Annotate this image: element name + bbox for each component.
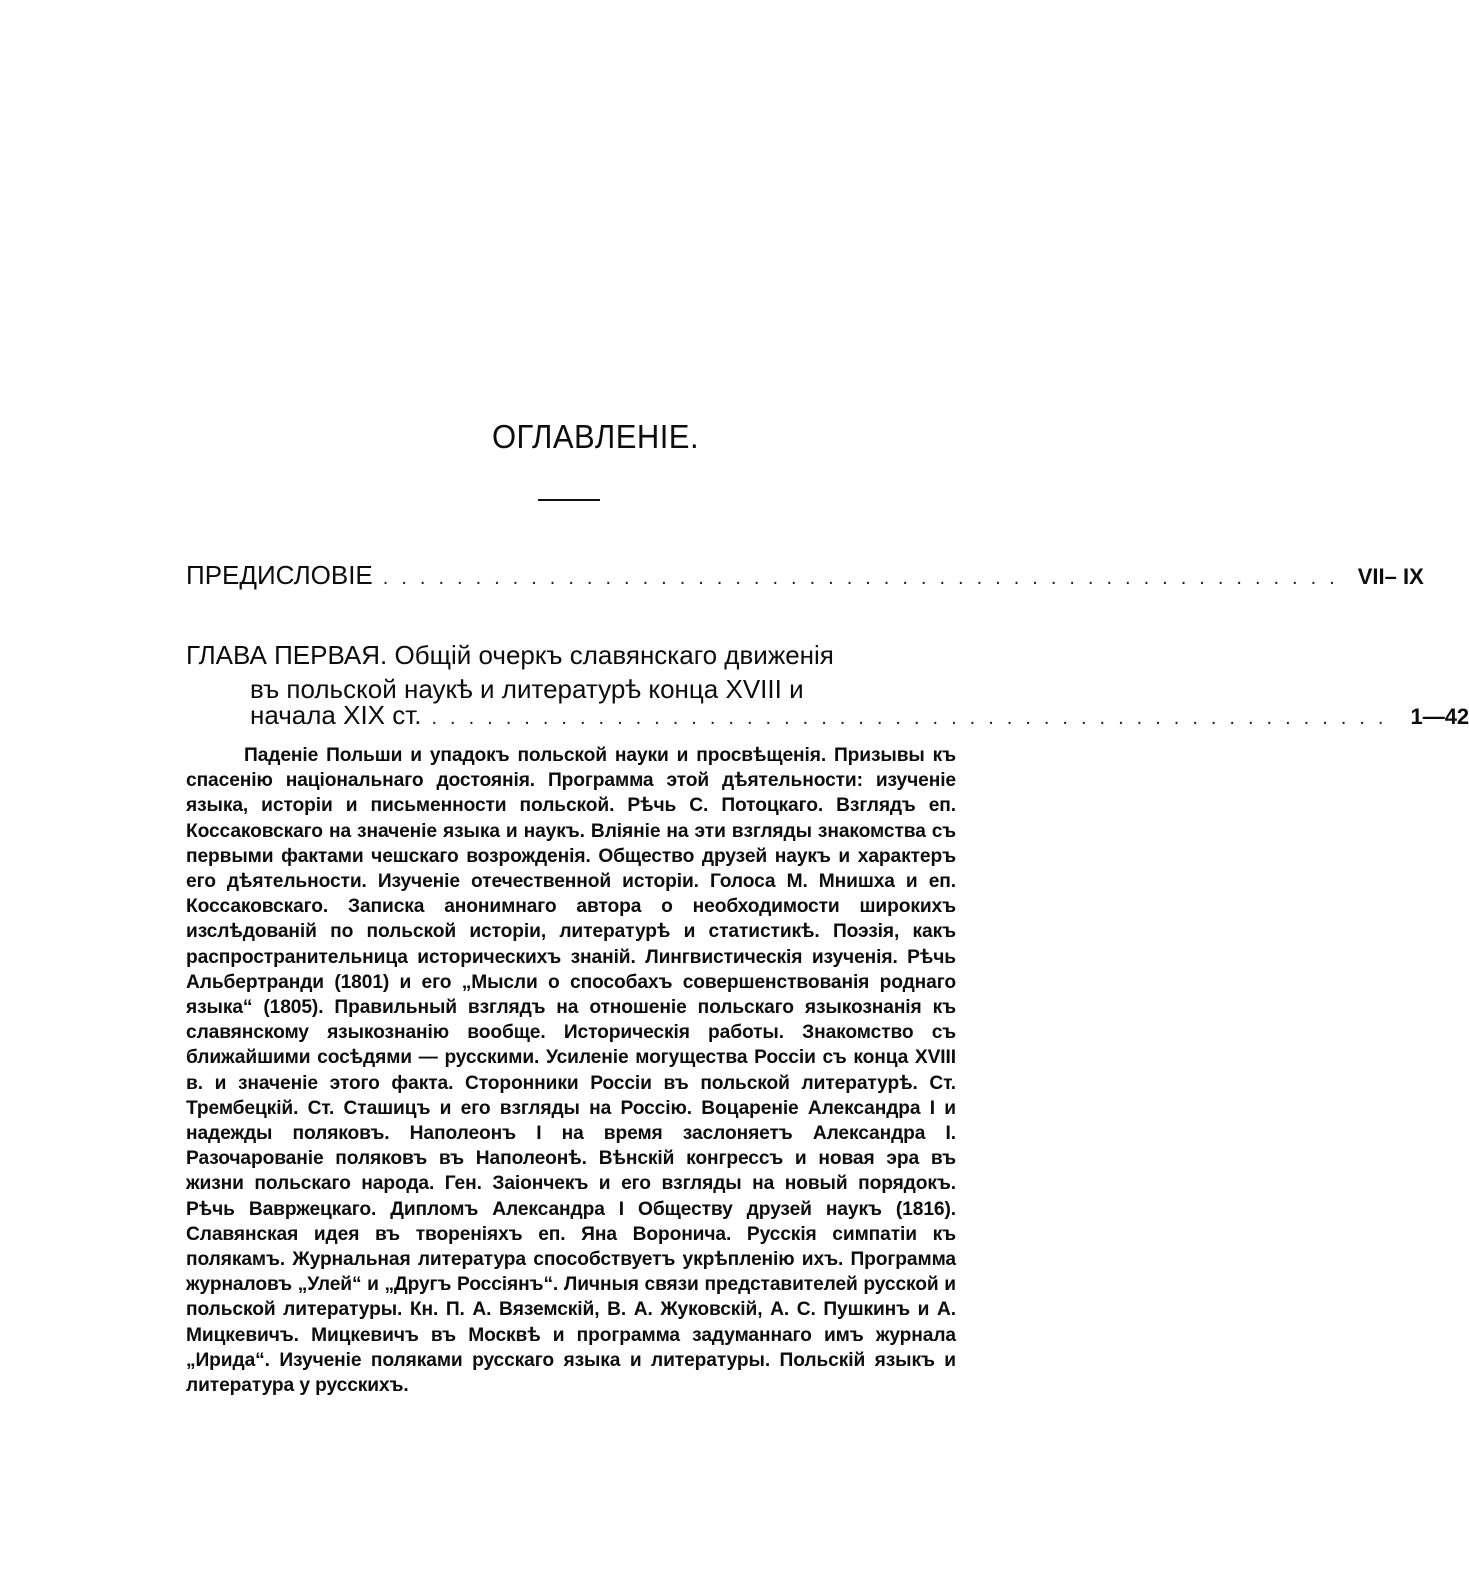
toc-page-range: VII– IX — [1357, 564, 1424, 589]
toc-entry-preface — [186, 560, 1424, 596]
toc-page-range: 1—42 — [1410, 704, 1469, 729]
toc-entry-label: ПРЕДИСЛОВІЕ — [186, 560, 373, 590]
dot-leader: .................................................... — [382, 567, 1348, 589]
toc-entry-chapter-1 — [186, 638, 956, 706]
dot-leader: .................................................... — [431, 707, 1397, 729]
chapter-heading-line-3: начала XIX ст. — [250, 700, 422, 730]
page-title: ОГЛАВЛЕНІЕ. — [491, 418, 700, 455]
chapter-summary: Паденіе Польши и упадокъ польской науки и просвѣщенія. Призывы къ спасенію національнаго достоянія. Программа этой дѣятельности: изученіе языка, исторіи и письменности польской. Рѣчь С. Потоцкаго. Взглядъ еп. Коссаковскаго на значеніе языка и наукъ. Вліяніе на эти взгляды знакомства съ первыми фактами чешскаго возрожденія. Общество друзей наукъ и характеръ его дѣятельности. Изученіе отечественной исторіи. Голоса М. Мнишха и еп. Коссаковскаго. Записка анонимнаго автора о необходимости широкихъ изслѣдованій по польской исторіи, литературѣ и статистикѣ. Поэзія, какъ распространительница историческихъ знаній. Лингвистическія изученія. Рѣчь Альбертранди (1801) и его „Мысли о способахъ совершенствованія роднаго языка“ (1805). Правильный взглядъ на отношеніе польскаго языкознанія къ славянскому языкознанію вообще. Историческія работы. Знакомство съ ближайшими сосѣдями — русскими. Усиленіе могущества Россіи съ конца XVIII в. и значеніе этого факта. Сторонники Россіи въ польской литературѣ. Ст. Трембецкій. Ст. Сташицъ и его взгляды на Россію. Воцареніе Александра I и надежды поляковъ. Наполеонъ I на время заслоняетъ Александра I. Разочарованіе поляковъ въ Наполеонѣ. Вѣнскій конгрессъ и новая эра въ жизни польскаго народа. Ген. Заіончекъ и его взгляды на новый порядокъ. Рѣчь Вавржецкаго. Дипломъ Александра I Обществу друзей наукъ (1816). Славянская идея въ твореніяхъ еп. Яна Воронича. Русскія симпатіи къ полякамъ. Журнальная литература способствуетъ укрѣпленію ихъ. Программа журналовъ „Улей“ и „Другъ Россіянъ“. Личныя связи представителей русской и польской литературы. Кн. П. А. Вяземскій, В. А. Жуковскій, А. С. Пушкинъ и А. Мицкевичъ. Мицкевичъ въ Москвѣ и программа задуманнаго имъ журнала „Ирида“. Изученіе поляками русскаго языка и литературы. Польскій языкъ и литература у русскихъ. — [186, 745, 956, 1397]
chapter-heading-last-line — [250, 700, 1469, 734]
title-rule — [538, 499, 600, 501]
chapter-heading-line-2: въ польской наукѣ и литературѣ конца XVIII и — [250, 674, 804, 704]
chapter-heading-line-1: ГЛАВА ПЕРВАЯ. Общій очеркъ славянскаго движенія — [186, 640, 834, 670]
